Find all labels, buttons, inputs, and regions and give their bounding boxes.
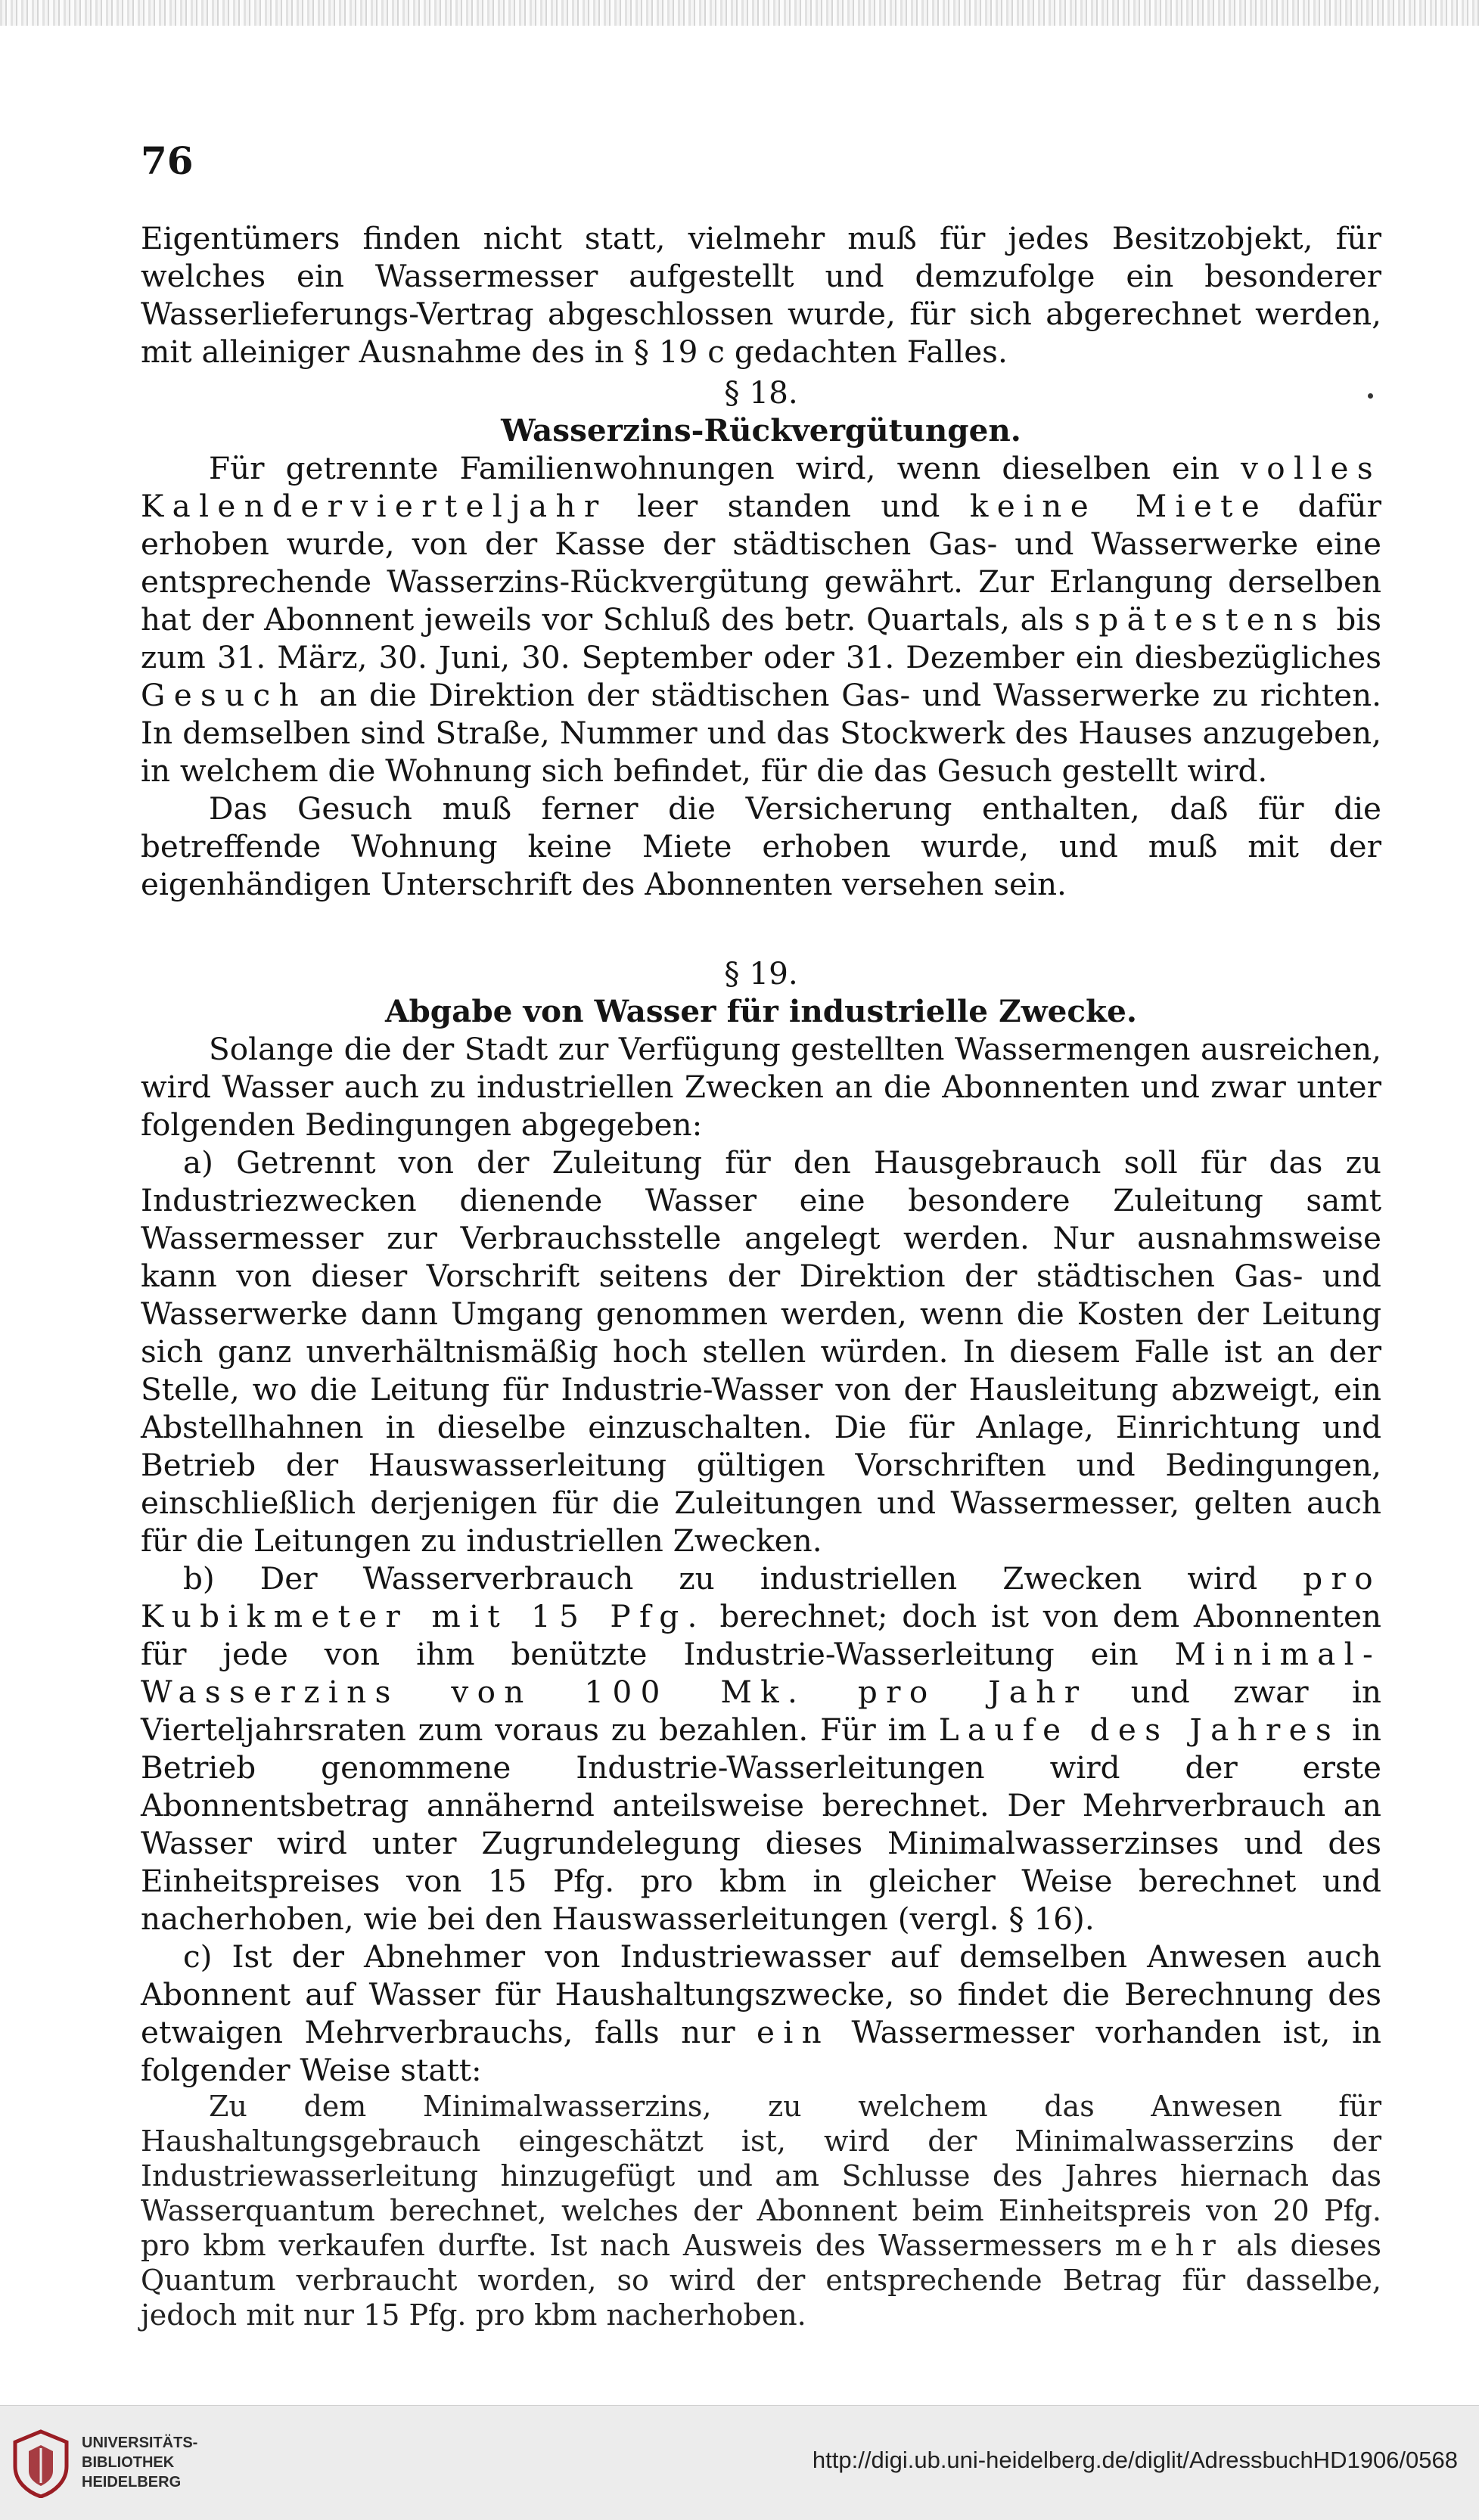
text-run: dafür erhoben wurde, von der Kasse der städtischen Gas- und Wasserwerke eine entsprechende Wasserzins-Rückvergütung gewährt. Zur Erlangung derselben hat der Abonnent jeweils vor Schluß des betr. Quartals, als [141,488,1381,638]
text-run: berechnet; doch ist von dem Abonnenten für jede von ihm benützte Industrie-Wasserleitung ein [141,1598,1381,1672]
text-run: als dieses Quantum verbraucht worden, so wird der entsprechende Betrag für dasselbe, jedoch mit nur 15 Pfg. pro kbm nacherhoben. [141,2229,1381,2332]
scan-edge-band [0,0,1479,26]
library-name-line: UNIVERSITÄTS- [82,2435,198,2451]
spaced-text: Minimal-Wasserzins von 100 Mk. pro Jahr [141,1636,1381,1710]
library-name-line: HEIDELBERG [82,2474,182,2491]
spaced-text: ein [757,2014,831,2050]
spaced-text: mehr [1114,2229,1224,2262]
section-19 [141,954,1381,2332]
text-run: c) Ist der Abnehmer von Industriewasser auf demselben Anwesen auch Abonnent auf Wasser für Haushaltungszwecke, so findet die Berechnung des etwaigen Mehrverbrauchs, falls nur [141,1938,1381,2050]
text-run: in Betrieb genommene Industrie-Wasserleitungen wird der erste Abonnentsbetrag annähernd anteilsweise berechnet. Der Mehrverbrauch an Wasser wird unter Zugrundelegung dieses Minimalwasserzinses und des Einheitspreises von 15 Pfg. pro kbm in gleicher Weise berechnet und nacherhoben, wie bei den Hauswasserleitungen (vergl. § 16). [141,1712,1381,1937]
source-url-link[interactable]: http://digi.ub.uni-heidelberg.de/diglit/AdressbuchHD1906/0568 [812,2447,1458,2473]
print-speck [1368,393,1373,399]
body-text-upper [141,219,1381,371]
text-run: und zwar in Vierteljahrsraten zum voraus zu bezahlen. Für im [141,1674,1381,1748]
university-seal-icon [11,2428,71,2498]
paragraph-condition-c [141,1938,1381,2089]
text-run: an die Direktion der städtischen Gas- und Wasserwerke zu richten. In demselben sind Straße, Nummer und das Stockwerk des Hauses anzugeben, in welchem die Wohnung sich befindet, für die das Gesuch gestellt wird. [141,677,1381,789]
footer-bar [0,2405,1479,2520]
spaced-text: keine Miete [969,488,1269,524]
text-run: Wassermesser vorhanden ist, in folgender Weise statt: [141,2014,1381,2088]
paragraph-condition-b [141,1559,1381,1938]
spaced-text: pro Kubikmeter mit 15 Pfg. [141,1560,1381,1634]
spaced-text: spätestens [1074,601,1326,638]
paragraph-continuation: Eigentümers finden nicht statt, vielmehr muß für jedes Besitzobjekt, für welches ein Wassermesser aufgestellt und demzufolge ein besonderer Wasserlieferungs-Vertrag abgeschlossen wurde, für sich abgerechnet werden, mit alleiniger Ausnahme des in § 19 c gedachten Falles. [141,220,1381,370]
section-number: § 19. [724,955,798,992]
section-title: Abgabe von Wasser für industrielle Zwecke. [385,993,1137,1029]
library-name [82,2433,197,2492]
spaced-text: Gesuch [141,677,307,713]
section-title: Wasserzins-Rückvergütungen. [501,412,1021,448]
text-run: Zu dem Minimalwasserzins, zu welchem das Anwesen für Haushaltungsgebrauch eingeschätzt ist, wird der Minimalwasserzins der Industriewasserleitung hinzugefügt und am Schlusse des Jahres hiernach das Wasserquantum berechnet, welches der Abonnent beim Einheitspreis von 20 Pfg. pro kbm verkaufen durfte. Ist nach Ausweis des Wassermessers [141,2090,1381,2262]
paragraph-application-requirements: Das Gesuch muß ferner die Versicherung enthalten, daß für die betreffende Wohnung keine Miete erhoben wurde, und muß mit der eigenhändigen Unterschrift des Abonnenten versehen sein. [141,790,1381,902]
paragraph-calculation-method [141,2089,1381,2332]
spaced-text: volles Kalendervierteljahr [141,450,1381,524]
text-run: b) Der Wasserverbrauch zu industriellen Zwecken wird [183,1560,1303,1597]
page-number: 76 [141,138,194,183]
text-run: leer standen und [607,488,970,524]
section-18 [141,374,1381,903]
section-number: § 18. [724,374,798,411]
paragraph-industrial-intro: Solange die der Stadt zur Verfügung gestellten Wassermengen ausreichen, wird Wasser auch zu industriellen Zwecken an die Abonnenten und zwar unter folgenden Bedingungen abgegeben: [141,1031,1381,1143]
text-run: Für getrennte Familienwohnungen wird, wenn dieselben ein [209,450,1241,486]
library-name-line: BIBLIOTHEK [82,2454,175,2471]
paragraph-condition-a: a) Getrennt von der Zuleitung für den Hausgebrauch soll für das zu Industriezwecken dienende Wasser eine besondere Zuleitung samt Wassermesser zur Verbrauchsstelle angelegt werden. Nur ausnahmsweise kann von dieser Vorschrift seitens der Direktion der städtischen Gas- und Wasserwerke dann Umgang genommen werden, wenn die Kosten der Leitung sich ganz unverhältnismäßig hoch stellen würden. In diesem Falle ist an der Stelle, wo die Leitung für Industrie-Wasser von der Hausleitung abzweigt, ein Abstellhahnen in dieselbe einzuschalten. Die für Anlage, Einrichtung und Betrieb der Hauswasserleitung gültigen Vorschriften und Bedingungen, einschließlich derjenigen für die Zuleitungen und Wassermesser, gelten auch für die Leitungen zu industriellen Zwecken. [141,1144,1381,1559]
text-run: bis zum 31. März, 30. Juni, 30. September oder 31. Dezember ein diesbezügliches [141,601,1381,675]
spaced-text: Laufe des Jahres [938,1712,1341,1748]
paragraph-refund-conditions [141,449,1381,790]
